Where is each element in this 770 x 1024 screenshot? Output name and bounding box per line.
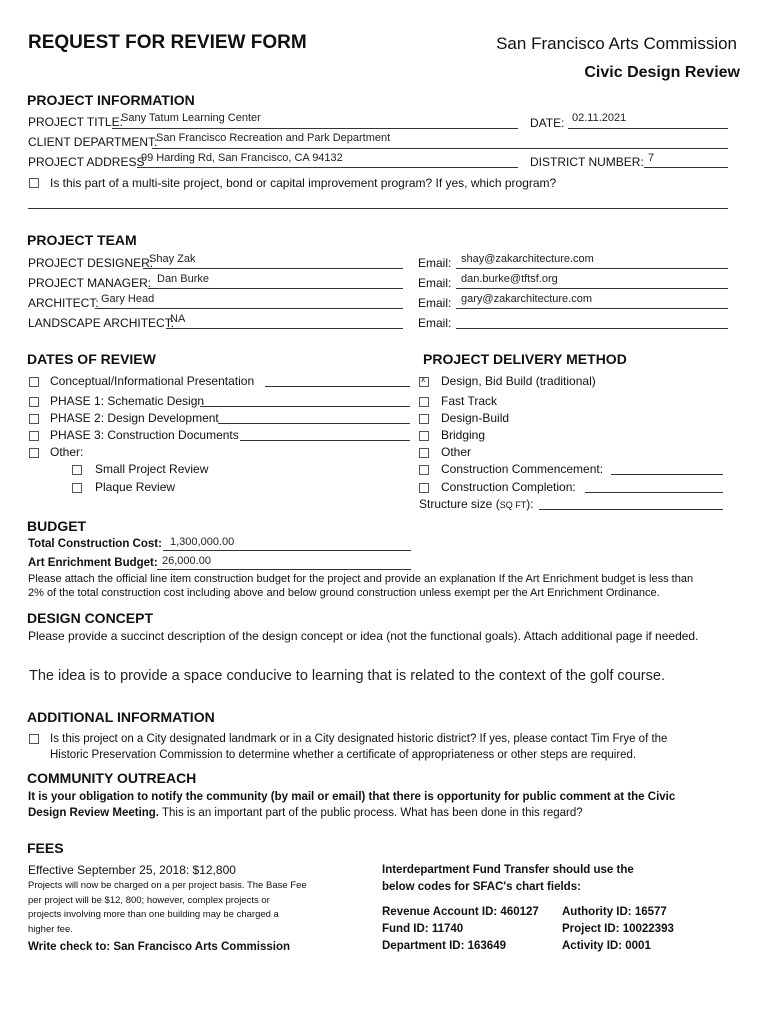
other-review-checkbox[interactable] [29,448,39,458]
project-title-field[interactable]: Sany Tatum Learning Center [121,112,261,124]
design-build-label: Design-Build [441,411,510,425]
phase1-date-line[interactable] [200,406,410,407]
art-budget-field[interactable]: 26,000.00 [162,555,211,567]
fees-note: Projects will now be charged on a per project basis. The Base Fee per project will be $12, 800; however, complex projects or projects involving more than one building may be charged a higher fee. [28,880,307,935]
designer-label: PROJECT DESIGNER: [28,256,154,270]
client-department-field[interactable]: San Francisco Recreation and Park Department [156,132,391,144]
historic-question: Is this project on a City designated landmark or in a City designated historic district? If yes, please contact Tim Frye of the Historic Preservation Commission to determine whether a certificate of appropriateness or other steps are required. [50,733,668,761]
form-title: REQUEST FOR REVIEW FORM [28,32,307,53]
manager-email-field[interactable]: dan.burke@tftsf.org [461,273,558,285]
fees-effective: Effective September 25, 2018: $12,800 [28,863,236,877]
write-check-to: Write check to: San Francisco Arts Commission [28,941,291,953]
design-bid-build-checkbox[interactable] [419,377,429,387]
phase3-label: PHASE 3: Construction Documents [50,428,239,442]
date-label: DATE: [530,116,565,130]
landscape-architect-line [166,328,403,329]
total-cost-field[interactable]: 1,300,000.00 [170,536,235,548]
design-build-checkbox[interactable] [419,414,429,424]
project-info-heading: PROJECT INFORMATION [27,92,195,108]
small-project-label: Small Project Review [95,462,209,476]
architect-email-label: Email: [418,296,452,310]
designer-email-label: Email: [418,256,452,270]
construction-completion-label: Construction Completion: [441,480,576,494]
client-department-label: CLIENT DEPARTMENT: [28,135,158,149]
phase2-label: PHASE 2: Design Development [50,411,219,425]
community-text: It is your obligation to notify the community (by mail or email) that there is opportunity for public comment at the Civic Design Review Meeting. This is an important part of the public process. What has been done in this regard? [28,791,676,819]
phase3-checkbox[interactable] [29,431,39,441]
design-concept-instruction: Please provide a succinct description of the design concept or idea (not the functional goals). Attach additional page if needed. [28,629,699,643]
landscape-architect-field[interactable]: NA [170,313,186,325]
manager-label: PROJECT MANAGER: [28,276,152,290]
architect-label: ARCHITECT: [28,296,99,310]
manager-email-label: Email: [418,276,452,290]
fund-id: Fund ID: 11740 [382,923,464,935]
project-address-label: PROJECT ADDRESS [28,155,145,169]
design-concept-response[interactable]: The idea is to provide a space conducive to learning that is related to the context of the golf course. [29,668,665,684]
construction-commencement-label: Construction Commencement: [441,462,604,476]
multisite-answer-line[interactable] [28,208,728,209]
budget-note: Please attach the official line item construction budget for the project and provide an explanation If the Art Enrichment budget is less than 2% of the total construction cost including above and below ground construction unless exempt per the Art Enrichment Ordinance. [28,573,694,599]
fast-track-label: Fast Track [441,394,498,408]
budget-heading: BUDGET [27,518,87,534]
additional-info-heading: ADDITIONAL INFORMATION [27,709,215,725]
form-subtitle: Civic Design Review [584,64,740,81]
district-number-field[interactable]: 7 [648,152,655,164]
project-team-heading: PROJECT TEAM [27,232,137,248]
phase2-checkbox[interactable] [29,414,39,424]
phase1-label: PHASE 1: Schematic Design [50,394,205,408]
project-id: Project ID: 10022393 [562,923,674,935]
department-id: Department ID: 163649 [382,940,506,952]
historic-checkbox[interactable] [29,734,39,744]
activity-id: Activity ID: 0001 [562,940,651,952]
manager-email-line [456,288,728,289]
architect-field[interactable]: Gary Head [101,293,155,305]
architect-line [95,308,403,309]
manager-field[interactable]: Dan Burke [157,273,209,285]
art-budget-line [157,569,411,570]
project-title-label: PROJECT TITLE: [28,115,123,129]
total-cost-line [163,550,411,551]
structure-size-line[interactable] [539,509,723,510]
structure-size-label: Structure size (SQ FT): [419,497,534,511]
client-department-line [152,148,728,149]
fund-transfer-note: Interdepartment Fund Transfer should use the below codes for SFAC's chart fields: [382,864,634,893]
fund-codes-left [382,904,539,955]
designer-email-field[interactable]: shay@zakarchitecture.com [461,253,594,265]
fast-track-checkbox[interactable] [419,397,429,407]
construction-completion-checkbox[interactable] [419,483,429,493]
conceptual-checkbox[interactable] [29,377,39,387]
other-review-label: Other: [50,445,84,459]
architect-email-line [456,308,728,309]
district-number-line [644,167,728,168]
delivery-method-heading: PROJECT DELIVERY METHOD [423,351,627,367]
bridging-label: Bridging [441,428,486,442]
architect-email-field[interactable]: gary@zakarchitecture.com [461,293,592,305]
small-project-checkbox[interactable] [72,465,82,475]
date-field[interactable]: 02.11.2021 [572,112,627,124]
org-name: San Francisco Arts Commission [496,34,737,53]
bridging-checkbox[interactable] [419,431,429,441]
landscape-architect-label: LANDSCAPE ARCHITECT: [28,316,175,330]
manager-line [148,288,403,289]
phase3-date-line[interactable] [240,440,410,441]
other-delivery-label: Other [441,445,472,459]
revenue-account-id: Revenue Account ID: 460127 [382,906,539,918]
phase2-date-line[interactable] [218,423,410,424]
construction-commencement-checkbox[interactable] [419,465,429,475]
design-bid-build-label: Design, Bid Build (traditional) [441,374,596,388]
community-heading: COMMUNITY OUTREACH [27,770,197,786]
conceptual-label: Conceptual/Informational Presentation [50,374,255,388]
other-delivery-checkbox[interactable] [419,448,429,458]
project-address-field[interactable]: 99 Harding Rd, San Francisco, CA 94132 [141,152,343,164]
multisite-question: Is this part of a multi-site project, bond or capital improvement program? If yes, which program? [50,176,557,190]
multisite-checkbox[interactable] [29,178,39,188]
district-number-label: DISTRICT NUMBER: [530,155,644,169]
project-address-line [137,167,518,168]
designer-line [143,268,403,269]
project-title-line [112,128,518,129]
total-cost-label: Total Construction Cost: [28,538,162,550]
authority-id: Authority ID: 16577 [562,906,667,918]
fund-codes-right [562,904,674,955]
construction-completion-line[interactable] [585,492,723,493]
plaque-review-checkbox[interactable] [72,483,82,493]
construction-commencement-line[interactable] [611,474,723,475]
art-budget-label: Art Enrichment Budget: [28,557,158,569]
phase1-checkbox[interactable] [29,397,39,407]
plaque-review-label: Plaque Review [95,480,176,494]
landscape-email-line[interactable] [456,328,728,329]
landscape-email-label: Email: [418,316,452,330]
designer-field[interactable]: Shay Zak [149,253,196,265]
designer-email-line [456,268,728,269]
design-concept-heading: DESIGN CONCEPT [27,610,154,626]
dates-of-review-heading: DATES OF REVIEW [27,351,156,367]
fees-heading: FEES [27,840,64,856]
date-line [568,128,728,129]
conceptual-date-line[interactable] [265,386,410,387]
